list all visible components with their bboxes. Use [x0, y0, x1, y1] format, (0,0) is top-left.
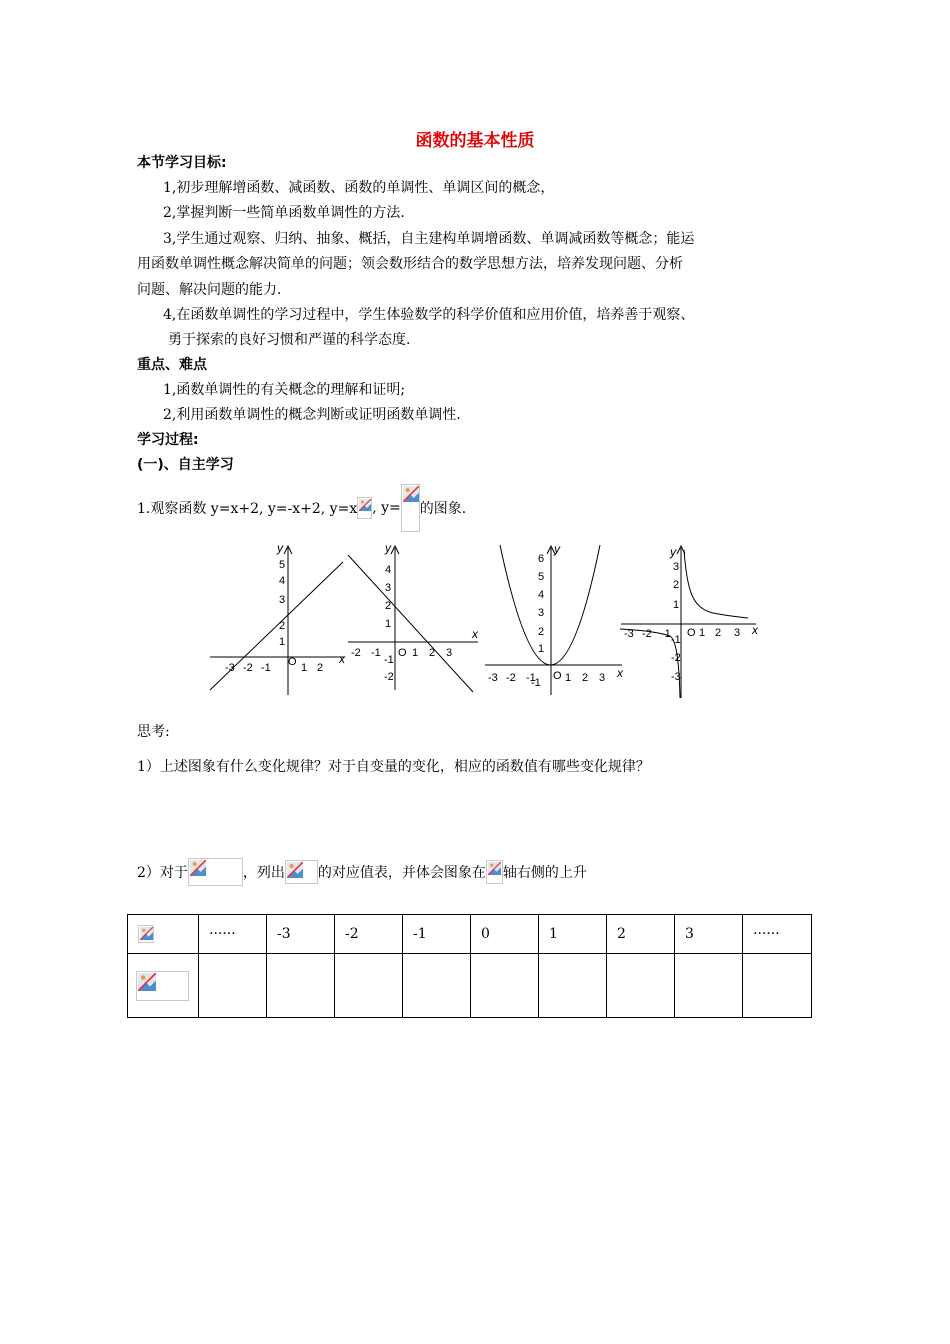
objective-item-2: 2,掌握判断一些简单函数单调性的方法. — [163, 205, 405, 221]
broken-image-icon — [359, 499, 371, 511]
y-tick-label: -1 — [384, 654, 394, 666]
y-tick-label: 1 — [279, 636, 286, 648]
y-axis-label: y — [277, 541, 283, 555]
formula-image — [285, 860, 318, 884]
y-tick-label: 2 — [673, 579, 680, 591]
y-tick-label: 1 — [673, 599, 680, 611]
table-cell: ······ — [199, 915, 267, 954]
think-question-2-part-2: ，列出 — [242, 865, 285, 881]
think-question-2-part-1: 2）对于 — [137, 865, 188, 881]
table-cell-empty — [267, 954, 335, 1018]
y-tick-label: 3 — [673, 561, 680, 573]
section-heading-self-study: (一)、自主学习 — [137, 457, 234, 473]
x-tick-label: -3 — [225, 662, 235, 674]
y-tick-label: 2 — [279, 620, 286, 632]
x-tick-label: -2 — [243, 662, 253, 674]
question-1-suffix: 的图象. — [419, 501, 467, 517]
table-row-header-y — [128, 954, 199, 1018]
value-table — [127, 914, 812, 1018]
question-1 — [137, 484, 466, 532]
y-tick-label: 3 — [538, 607, 545, 619]
formula-image — [401, 484, 420, 532]
broken-image-icon — [287, 862, 303, 878]
x-axis-label: x — [339, 652, 345, 666]
think-question-2 — [137, 858, 587, 886]
formula-image — [357, 497, 372, 519]
key-points-heading: 重点、难点 — [137, 357, 207, 373]
y-tick-label: 4 — [538, 589, 545, 601]
x-tick-label: -1 — [261, 662, 271, 674]
x-tick-label: -2 — [642, 628, 652, 640]
table-row-y — [128, 954, 812, 1018]
x-tick-label: 2 — [317, 662, 324, 674]
x-tick-label: -1 — [661, 628, 671, 640]
origin-label: O — [288, 656, 297, 668]
y-axis-label: y — [385, 541, 391, 555]
formula-image — [138, 925, 154, 943]
x-tick-label: -3 — [624, 628, 634, 640]
table-cell: 1 — [539, 915, 607, 954]
broken-image-icon — [190, 860, 206, 876]
x-tick-label: -2 — [506, 672, 516, 684]
graph-linear-decreasing — [345, 540, 480, 695]
table-cell-empty — [471, 954, 539, 1018]
think-label: 思考: — [137, 724, 170, 740]
function-line — [348, 555, 473, 692]
origin-label: O — [398, 647, 407, 659]
broken-image-icon — [403, 486, 419, 502]
table-cell: -1 — [403, 915, 471, 954]
x-tick-label: 3 — [446, 647, 453, 659]
table-row-x — [128, 915, 812, 954]
objectives-heading: 本节学习目标: — [137, 155, 227, 171]
y-tick-label: -1 — [531, 677, 541, 689]
x-tick-label: 1 — [301, 662, 308, 674]
y-tick-label: 5 — [538, 571, 545, 583]
think-question-1: 1）上述图象有什么变化规律？对于自变量的变化，相应的函数值有哪些变化规律？ — [137, 759, 650, 775]
table-cell: 2 — [607, 915, 675, 954]
table-row-header-x — [128, 915, 199, 954]
x-tick-label: 3 — [734, 627, 741, 639]
y-tick-label: -2 — [671, 652, 681, 664]
x-axis-label: x — [617, 666, 623, 680]
origin-label: O — [687, 627, 696, 639]
x-tick-label: -3 — [488, 672, 498, 684]
think-question-2-part-4: 轴右侧的上升 — [502, 865, 587, 881]
y-tick-label: 5 — [279, 559, 286, 571]
broken-image-icon — [140, 927, 153, 940]
x-tick-label: 3 — [599, 672, 606, 684]
y-tick-label: 2 — [538, 626, 545, 638]
formula-image — [188, 858, 243, 886]
table-cell: 0 — [471, 915, 539, 954]
y-tick-label: 4 — [385, 564, 392, 576]
table-cell-empty — [675, 954, 743, 1018]
y-tick-label: 1 — [538, 643, 545, 655]
y-tick-label: 6 — [538, 553, 545, 565]
objective-item-3-cont-2: 问题、解决问题的能力. — [137, 282, 282, 298]
formula-image — [486, 860, 503, 884]
formula-image — [136, 971, 189, 1001]
x-axis-label: x — [472, 627, 478, 641]
question-1-separator: , y= — [372, 500, 401, 516]
table-cell-empty — [539, 954, 607, 1018]
y-tick-label: 2 — [385, 600, 392, 612]
function-curve-positive — [684, 550, 748, 618]
objective-item-3: 3,学生通过观察、归纳、抽象、概括，自主建构单调增函数、单调减函数等概念；能运 — [163, 231, 695, 247]
y-axis-label: y — [554, 542, 560, 556]
objective-item-4-cont: 勇于探索的良好习惯和严谨的科学态度. — [168, 332, 411, 348]
key-point-item-1: 1,函数单调性的有关概念的理解和证明; — [163, 382, 406, 398]
y-tick-label: 1 — [385, 618, 392, 630]
table-cell-empty — [743, 954, 812, 1018]
table-cell: -2 — [335, 915, 403, 954]
x-tick-label: -2 — [351, 647, 361, 659]
process-heading: 学习过程: — [137, 432, 199, 448]
table-cell: 3 — [675, 915, 743, 954]
x-tick-label: 2 — [429, 647, 436, 659]
function-curve — [500, 545, 600, 665]
origin-label: O — [553, 670, 562, 682]
objective-item-4: 4,在函数单调性的学习过程中，学生体验数学的科学价值和应用价值，培养善于观察、 — [163, 307, 695, 323]
table-cell-empty — [335, 954, 403, 1018]
y-tick-label: 3 — [279, 594, 286, 606]
x-tick-label: 1 — [699, 627, 706, 639]
table-cell: ······ — [743, 915, 812, 954]
x-tick-label: 2 — [582, 672, 589, 684]
graph-hyperbola — [618, 540, 763, 700]
broken-image-icon — [488, 862, 501, 875]
y-tick-label: 4 — [279, 575, 286, 587]
x-axis-label: x — [752, 623, 758, 637]
y-tick-label: -2 — [384, 671, 394, 683]
graph-linear-increasing — [205, 540, 345, 695]
question-1-prefix: 1.观察函数 y=x+2, y=-x+2, y=x — [137, 501, 358, 517]
table-cell-empty — [403, 954, 471, 1018]
x-tick-label: 1 — [412, 647, 419, 659]
broken-image-icon — [138, 973, 156, 991]
page-title: 函数的基本性质 — [415, 131, 535, 151]
y-tick-label: -1 — [671, 634, 681, 646]
think-question-2-part-3: 的对应值表，并体会图象在 — [317, 865, 486, 881]
table-cell-empty — [199, 954, 267, 1018]
table-cell: -3 — [267, 915, 335, 954]
table-cell-empty — [607, 954, 675, 1018]
key-point-item-2: 2,利用函数单调性的概念判断或证明函数单调性. — [163, 407, 461, 423]
objective-item-1: 1,初步理解增函数、减函数、函数的单调性、单调区间的概念， — [163, 180, 555, 196]
x-tick-label: -1 — [371, 647, 381, 659]
y-tick-label: 3 — [385, 582, 392, 594]
objective-item-3-cont-1: 用函数单调性概念解决简单的问题；领会数形结合的数学思想方法，培养发现问题、分析 — [137, 256, 683, 272]
x-tick-label: 2 — [715, 627, 722, 639]
y-tick-label: -3 — [671, 671, 681, 683]
graph-parabola — [482, 540, 630, 695]
x-tick-label: -1 — [526, 672, 536, 684]
x-tick-label: 1 — [565, 672, 572, 684]
y-axis-label: y — [670, 545, 676, 559]
